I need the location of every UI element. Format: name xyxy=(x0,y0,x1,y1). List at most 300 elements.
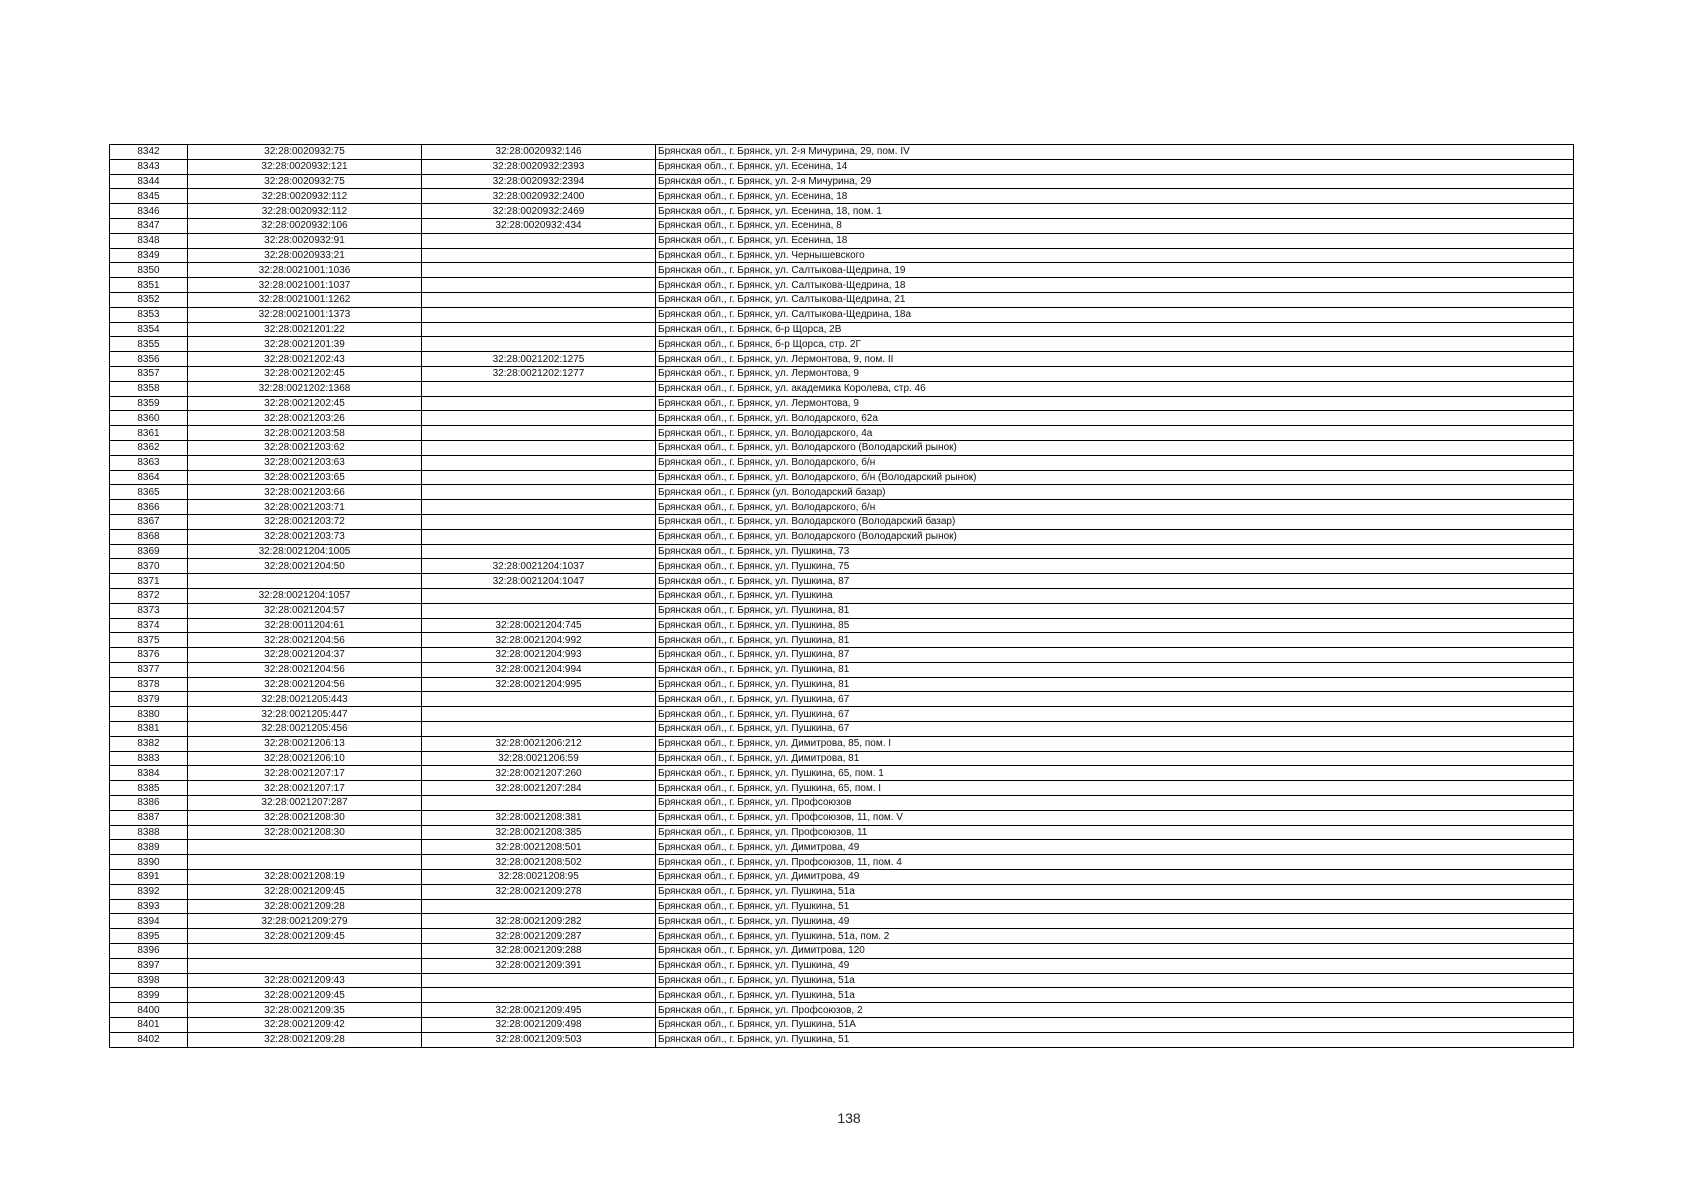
table-row xyxy=(110,559,1574,574)
row-index-cell: 8382 xyxy=(110,736,188,751)
table-row xyxy=(110,588,1574,603)
object-cadastral-number-cell: 32:28:0020932:2469 xyxy=(422,204,656,219)
row-index-cell: 8362 xyxy=(110,440,188,455)
object-cadastral-number-cell xyxy=(422,411,656,426)
table-row xyxy=(110,426,1574,441)
cadastral-number-cell: 32:28:0020933:21 xyxy=(188,248,422,263)
cadastral-number-cell: 32:28:0021001:1037 xyxy=(188,278,422,293)
object-cadastral-number-cell xyxy=(422,500,656,515)
cadastral-number-cell xyxy=(188,840,422,855)
table-row xyxy=(110,337,1574,352)
cadastral-number-cell: 32:28:0021204:1057 xyxy=(188,588,422,603)
table-row xyxy=(110,944,1574,959)
row-index-cell: 8351 xyxy=(110,278,188,293)
object-cadastral-number-cell: 32:28:0020932:434 xyxy=(422,218,656,233)
object-cadastral-number-cell xyxy=(422,544,656,559)
cadastral-number-cell: 32:28:0021207:287 xyxy=(188,796,422,811)
row-index-cell: 8359 xyxy=(110,396,188,411)
table-row xyxy=(110,307,1574,322)
address-cell: Брянская обл., г. Брянск, ул. Пушкина, 81 xyxy=(656,603,1574,618)
row-index-cell: 8364 xyxy=(110,470,188,485)
table-row xyxy=(110,248,1574,263)
address-cell: Брянская обл., г. Брянск, ул. Володарского (Володарский базар) xyxy=(656,514,1574,529)
address-cell: Брянская обл., г. Брянск, ул. Пушкина xyxy=(656,588,1574,603)
table-row xyxy=(110,278,1574,293)
object-cadastral-number-cell xyxy=(422,233,656,248)
address-cell: Брянская обл., г. Брянск, ул. Пушкина, 51а xyxy=(656,884,1574,899)
address-cell: Брянская обл., г. Брянск, ул. Профсоюзов, 2 xyxy=(656,1003,1574,1018)
row-index-cell: 8361 xyxy=(110,426,188,441)
cadastral-number-cell: 32:28:0021205:456 xyxy=(188,722,422,737)
cadastral-number-cell: 32:28:0020932:91 xyxy=(188,233,422,248)
table-row xyxy=(110,796,1574,811)
cadastral-number-cell: 32:28:0011204:61 xyxy=(188,618,422,633)
object-cadastral-number-cell: 32:28:0021204:994 xyxy=(422,662,656,677)
object-cadastral-number-cell: 32:28:0021206:59 xyxy=(422,751,656,766)
row-index-cell: 8390 xyxy=(110,855,188,870)
object-cadastral-number-cell: 32:28:0020932:2393 xyxy=(422,159,656,174)
row-index-cell: 8401 xyxy=(110,1018,188,1033)
row-index-cell: 8371 xyxy=(110,574,188,589)
address-cell: Брянская обл., г. Брянск, ул. Пушкина, 51 xyxy=(656,1032,1574,1047)
object-cadastral-number-cell xyxy=(422,899,656,914)
address-cell: Брянская обл., г. Брянск, ул. Димитрова, 120 xyxy=(656,944,1574,959)
cadastral-number-cell: 32:28:0021202:45 xyxy=(188,366,422,381)
cadastral-number-cell: 32:28:0021206:13 xyxy=(188,736,422,751)
row-index-cell: 8348 xyxy=(110,233,188,248)
address-cell: Брянская обл., г. Брянск, ул. Пушкина, 87 xyxy=(656,648,1574,663)
object-cadastral-number-cell: 32:28:0021209:287 xyxy=(422,929,656,944)
address-cell: Брянская обл., г. Брянск, ул. Пушкина, 51 xyxy=(656,899,1574,914)
table-row xyxy=(110,174,1574,189)
row-index-cell: 8352 xyxy=(110,292,188,307)
object-cadastral-number-cell xyxy=(422,440,656,455)
table-row xyxy=(110,751,1574,766)
row-index-cell: 8354 xyxy=(110,322,188,337)
address-cell: Брянская обл., г. Брянск, ул. Есенина, 8 xyxy=(656,218,1574,233)
address-cell: Брянская обл., г. Брянск, ул. Лермонтова, 9, пом. II xyxy=(656,352,1574,367)
object-cadastral-number-cell xyxy=(422,337,656,352)
row-index-cell: 8384 xyxy=(110,766,188,781)
address-cell: Брянская обл., г. Брянск, ул. Есенина, 18, пом. 1 xyxy=(656,204,1574,219)
table-row xyxy=(110,677,1574,692)
object-cadastral-number-cell: 32:28:0021209:495 xyxy=(422,1003,656,1018)
table-row xyxy=(110,707,1574,722)
table-row xyxy=(110,544,1574,559)
row-index-cell: 8397 xyxy=(110,958,188,973)
address-cell: Брянская обл., г. Брянск, ул. Пушкина, 67 xyxy=(656,692,1574,707)
table-row xyxy=(110,899,1574,914)
cadastral-number-cell: 32:28:0021204:56 xyxy=(188,677,422,692)
object-cadastral-number-cell xyxy=(422,426,656,441)
address-cell: Брянская обл., г. Брянск, ул. Володарского, б/н (Володарский рынок) xyxy=(656,470,1574,485)
object-cadastral-number-cell: 32:28:0021209:503 xyxy=(422,1032,656,1047)
address-cell: Брянская обл., г. Брянск, ул. Володарского (Володарский рынок) xyxy=(656,529,1574,544)
table-row xyxy=(110,396,1574,411)
cadastral-number-cell: 32:28:0021204:50 xyxy=(188,559,422,574)
address-cell: Брянская обл., г. Брянск, ул. Пушкина, 65, пом. 1 xyxy=(656,766,1574,781)
address-cell: Брянская обл., г. Брянск, ул. Пушкина, 81 xyxy=(656,677,1574,692)
table-row xyxy=(110,204,1574,219)
object-cadastral-number-cell: 32:28:0021204:745 xyxy=(422,618,656,633)
cadastral-number-cell: 32:28:0021001:1373 xyxy=(188,307,422,322)
cadastral-number-cell: 32:28:0021204:56 xyxy=(188,633,422,648)
table-row xyxy=(110,855,1574,870)
table-row xyxy=(110,973,1574,988)
object-cadastral-number-cell: 32:28:0021207:284 xyxy=(422,781,656,796)
table-row xyxy=(110,145,1574,160)
table-row xyxy=(110,1018,1574,1033)
cadastral-number-cell: 32:28:0021209:28 xyxy=(188,1032,422,1047)
row-index-cell: 8377 xyxy=(110,662,188,677)
cadastral-number-cell: 32:28:0021203:58 xyxy=(188,426,422,441)
cadastral-number-cell: 32:28:0021209:279 xyxy=(188,914,422,929)
cadastral-number-cell: 32:28:0021209:28 xyxy=(188,899,422,914)
cadastral-number-cell: 32:28:0021206:10 xyxy=(188,751,422,766)
object-cadastral-number-cell: 32:28:0020932:2394 xyxy=(422,174,656,189)
object-cadastral-number-cell xyxy=(422,722,656,737)
table-row xyxy=(110,500,1574,515)
row-index-cell: 8370 xyxy=(110,559,188,574)
address-cell: Брянская обл., г. Брянск (ул. Володарский базар) xyxy=(656,485,1574,500)
address-cell: Брянская обл., г. Брянск, ул. академика Королева, стр. 46 xyxy=(656,381,1574,396)
address-cell: Брянская обл., г. Брянск, ул. Димитрова, 85, пом. I xyxy=(656,736,1574,751)
table-row xyxy=(110,988,1574,1003)
row-index-cell: 8355 xyxy=(110,337,188,352)
object-cadastral-number-cell xyxy=(422,485,656,500)
object-cadastral-number-cell xyxy=(422,707,656,722)
table-row xyxy=(110,633,1574,648)
object-cadastral-number-cell xyxy=(422,381,656,396)
address-cell: Брянская обл., г. Брянск, ул. Есенина, 18 xyxy=(656,233,1574,248)
row-index-cell: 8396 xyxy=(110,944,188,959)
row-index-cell: 8374 xyxy=(110,618,188,633)
object-cadastral-number-cell xyxy=(422,588,656,603)
cadastral-number-cell: 32:28:0021209:45 xyxy=(188,929,422,944)
object-cadastral-number-cell: 32:28:0020932:146 xyxy=(422,145,656,160)
row-index-cell: 8367 xyxy=(110,514,188,529)
object-cadastral-number-cell: 32:28:0021208:502 xyxy=(422,855,656,870)
row-index-cell: 8375 xyxy=(110,633,188,648)
cadastral-number-cell: 32:28:0021202:43 xyxy=(188,352,422,367)
object-cadastral-number-cell: 32:28:0021208:95 xyxy=(422,870,656,885)
address-cell: Брянская обл., г. Брянск, ул. Салтыкова-Щедрина, 21 xyxy=(656,292,1574,307)
object-cadastral-number-cell xyxy=(422,292,656,307)
table-row xyxy=(110,529,1574,544)
object-cadastral-number-cell xyxy=(422,396,656,411)
row-index-cell: 8386 xyxy=(110,796,188,811)
address-cell: Брянская обл., г. Брянск, ул. Чернышевского xyxy=(656,248,1574,263)
address-cell: Брянская обл., г. Брянск, ул. Володарского, б/н xyxy=(656,455,1574,470)
object-cadastral-number-cell: 32:28:0021208:501 xyxy=(422,840,656,855)
address-cell: Брянская обл., г. Брянск, ул. Есенина, 18 xyxy=(656,189,1574,204)
object-cadastral-number-cell: 32:28:0021209:288 xyxy=(422,944,656,959)
address-cell: Брянская обл., г. Брянск, ул. Есенина, 14 xyxy=(656,159,1574,174)
address-cell: Брянская обл., г. Брянск, ул. Пушкина, 51а xyxy=(656,988,1574,1003)
cadastral-number-cell: 32:28:0020932:106 xyxy=(188,218,422,233)
table-row xyxy=(110,470,1574,485)
row-index-cell: 8369 xyxy=(110,544,188,559)
data-table xyxy=(109,144,1574,1048)
address-cell: Брянская обл., г. Брянск, ул. Димитрова, 49 xyxy=(656,870,1574,885)
object-cadastral-number-cell: 32:28:0021209:278 xyxy=(422,884,656,899)
address-cell: Брянская обл., г. Брянск, ул. Лермонтова, 9 xyxy=(656,396,1574,411)
address-cell: Брянская обл., г. Брянск, ул. Володарского, 62а xyxy=(656,411,1574,426)
address-cell: Брянская обл., г. Брянск, ул. Володарского, 4а xyxy=(656,426,1574,441)
row-index-cell: 8343 xyxy=(110,159,188,174)
address-cell: Брянская обл., г. Брянск, ул. Пушкина, 81 xyxy=(656,633,1574,648)
table-row xyxy=(110,440,1574,455)
address-cell: Брянская обл., г. Брянск, ул. 2-я Мичурина, 29, пом. IV xyxy=(656,145,1574,160)
address-cell: Брянская обл., г. Брянск, ул. Пушкина, 67 xyxy=(656,722,1574,737)
row-index-cell: 8356 xyxy=(110,352,188,367)
table-row xyxy=(110,662,1574,677)
cadastral-number-cell: 32:28:0021203:65 xyxy=(188,470,422,485)
table-row xyxy=(110,218,1574,233)
cadastral-number-cell xyxy=(188,944,422,959)
table-row xyxy=(110,485,1574,500)
object-cadastral-number-cell xyxy=(422,263,656,278)
address-cell: Брянская обл., г. Брянск, б-р Щорса, 2В xyxy=(656,322,1574,337)
table-row xyxy=(110,159,1574,174)
table-row xyxy=(110,781,1574,796)
address-cell: Брянская обл., г. Брянск, ул. Профсоюзов, 11, пом. 4 xyxy=(656,855,1574,870)
cadastral-number-cell: 32:28:0021201:22 xyxy=(188,322,422,337)
cadastral-number-cell: 32:28:0021201:39 xyxy=(188,337,422,352)
row-index-cell: 8346 xyxy=(110,204,188,219)
table-row xyxy=(110,411,1574,426)
object-cadastral-number-cell: 32:28:0021202:1277 xyxy=(422,366,656,381)
object-cadastral-number-cell: 32:28:0021209:282 xyxy=(422,914,656,929)
row-index-cell: 8342 xyxy=(110,145,188,160)
row-index-cell: 8394 xyxy=(110,914,188,929)
table-row xyxy=(110,1003,1574,1018)
cadastral-number-cell: 32:28:0021209:35 xyxy=(188,1003,422,1018)
cadastral-number-cell: 32:28:0021207:17 xyxy=(188,781,422,796)
table-row xyxy=(110,618,1574,633)
row-index-cell: 8388 xyxy=(110,825,188,840)
row-index-cell: 8393 xyxy=(110,899,188,914)
object-cadastral-number-cell xyxy=(422,692,656,707)
row-index-cell: 8345 xyxy=(110,189,188,204)
table-row xyxy=(110,366,1574,381)
cadastral-number-cell: 32:28:0021209:42 xyxy=(188,1018,422,1033)
table-row xyxy=(110,189,1574,204)
address-cell: Брянская обл., г. Брянск, ул. Пушкина, 65, пом. I xyxy=(656,781,1574,796)
cadastral-number-cell: 32:28:0021203:73 xyxy=(188,529,422,544)
object-cadastral-number-cell xyxy=(422,248,656,263)
row-index-cell: 8368 xyxy=(110,529,188,544)
row-index-cell: 8387 xyxy=(110,810,188,825)
object-cadastral-number-cell xyxy=(422,973,656,988)
row-index-cell: 8379 xyxy=(110,692,188,707)
object-cadastral-number-cell: 32:28:0021209:498 xyxy=(422,1018,656,1033)
cadastral-number-cell xyxy=(188,855,422,870)
cadastral-number-cell: 32:28:0021203:66 xyxy=(188,485,422,500)
address-cell: Брянская обл., г. Брянск, ул. Салтыкова-Щедрина, 19 xyxy=(656,263,1574,278)
object-cadastral-number-cell: 32:28:0021202:1275 xyxy=(422,352,656,367)
object-cadastral-number-cell xyxy=(422,278,656,293)
table-row xyxy=(110,692,1574,707)
table-row xyxy=(110,929,1574,944)
object-cadastral-number-cell xyxy=(422,603,656,618)
row-index-cell: 8357 xyxy=(110,366,188,381)
address-cell: Брянская обл., г. Брянск, ул. Пушкина, 87 xyxy=(656,574,1574,589)
cadastral-number-cell: 32:28:0021205:443 xyxy=(188,692,422,707)
row-index-cell: 8363 xyxy=(110,455,188,470)
address-cell: Брянская обл., г. Брянск, ул. 2-я Мичурина, 29 xyxy=(656,174,1574,189)
table-row xyxy=(110,455,1574,470)
cadastral-number-cell xyxy=(188,958,422,973)
cadastral-number-cell: 32:28:0020932:112 xyxy=(188,204,422,219)
row-index-cell: 8378 xyxy=(110,677,188,692)
cadastral-number-cell: 32:28:0021209:45 xyxy=(188,884,422,899)
address-cell: Брянская обл., г. Брянск, ул. Пушкина, 81 xyxy=(656,662,1574,677)
row-index-cell: 8391 xyxy=(110,870,188,885)
table-row xyxy=(110,840,1574,855)
cadastral-number-cell: 32:28:0021202:45 xyxy=(188,396,422,411)
address-cell: Брянская обл., г. Брянск, ул. Пушкина, 85 xyxy=(656,618,1574,633)
object-cadastral-number-cell xyxy=(422,470,656,485)
row-index-cell: 8347 xyxy=(110,218,188,233)
table-row xyxy=(110,352,1574,367)
table-row xyxy=(110,736,1574,751)
page-number: 138 xyxy=(837,1110,861,1126)
object-cadastral-number-cell xyxy=(422,455,656,470)
object-cadastral-number-cell xyxy=(422,322,656,337)
cadastral-number-cell: 32:28:0021203:72 xyxy=(188,514,422,529)
row-index-cell: 8380 xyxy=(110,707,188,722)
row-index-cell: 8385 xyxy=(110,781,188,796)
row-index-cell: 8398 xyxy=(110,973,188,988)
row-index-cell: 8373 xyxy=(110,603,188,618)
table-row xyxy=(110,870,1574,885)
row-index-cell: 8381 xyxy=(110,722,188,737)
row-index-cell: 8392 xyxy=(110,884,188,899)
cadastral-number-cell: 32:28:0021202:1368 xyxy=(188,381,422,396)
row-index-cell: 8402 xyxy=(110,1032,188,1047)
address-cell: Брянская обл., г. Брянск, ул. Володарского (Володарский рынок) xyxy=(656,440,1574,455)
table-row xyxy=(110,292,1574,307)
cadastral-number-cell: 32:28:0021204:37 xyxy=(188,648,422,663)
object-cadastral-number-cell xyxy=(422,796,656,811)
table-row xyxy=(110,603,1574,618)
object-cadastral-number-cell: 32:28:0020932:2400 xyxy=(422,189,656,204)
table-row xyxy=(110,381,1574,396)
address-cell: Брянская обл., г. Брянск, ул. Димитрова, 49 xyxy=(656,840,1574,855)
table-row xyxy=(110,514,1574,529)
row-index-cell: 8350 xyxy=(110,263,188,278)
object-cadastral-number-cell: 32:28:0021204:995 xyxy=(422,677,656,692)
cadastral-number-cell: 32:28:0021001:1262 xyxy=(188,292,422,307)
table-row xyxy=(110,914,1574,929)
address-cell: Брянская обл., г. Брянск, ул. Пушкина, 67 xyxy=(656,707,1574,722)
address-cell: Брянская обл., г. Брянск, ул. Пушкина, 49 xyxy=(656,914,1574,929)
object-cadastral-number-cell: 32:28:0021208:385 xyxy=(422,825,656,840)
cadastral-number-cell: 32:28:0021204:1005 xyxy=(188,544,422,559)
table-row xyxy=(110,958,1574,973)
cadastral-number-cell: 32:28:0020932:75 xyxy=(188,145,422,160)
cadastral-number-cell: 32:28:0021203:71 xyxy=(188,500,422,515)
row-index-cell: 8389 xyxy=(110,840,188,855)
row-index-cell: 8376 xyxy=(110,648,188,663)
table-row xyxy=(110,810,1574,825)
address-cell: Брянская обл., г. Брянск, ул. Лермонтова, 9 xyxy=(656,366,1574,381)
table-row xyxy=(110,648,1574,663)
row-index-cell: 8358 xyxy=(110,381,188,396)
row-index-cell: 8400 xyxy=(110,1003,188,1018)
cadastral-number-cell: 32:28:0020932:121 xyxy=(188,159,422,174)
cadastral-number-cell: 32:28:0021203:63 xyxy=(188,455,422,470)
address-cell: Брянская обл., г. Брянск, ул. Профсоюзов, 11, пом. V xyxy=(656,810,1574,825)
table-row xyxy=(110,574,1574,589)
object-cadastral-number-cell: 32:28:0021207:260 xyxy=(422,766,656,781)
address-cell: Брянская обл., г. Брянск, ул. Димитрова, 81 xyxy=(656,751,1574,766)
object-cadastral-number-cell: 32:28:0021206:212 xyxy=(422,736,656,751)
table-row xyxy=(110,766,1574,781)
row-index-cell: 8366 xyxy=(110,500,188,515)
table-row xyxy=(110,722,1574,737)
address-cell: Брянская обл., г. Брянск, ул. Салтыкова-Щедрина, 18а xyxy=(656,307,1574,322)
cadastral-number-cell: 32:28:0021209:43 xyxy=(188,973,422,988)
table-row xyxy=(110,263,1574,278)
address-cell: Брянская обл., г. Брянск, ул. Пушкина, 51а xyxy=(656,973,1574,988)
table-row xyxy=(110,884,1574,899)
address-cell: Брянская обл., г. Брянск, ул. Салтыкова-Щедрина, 18 xyxy=(656,278,1574,293)
cadastral-number-cell: 32:28:0021209:45 xyxy=(188,988,422,1003)
object-cadastral-number-cell: 32:28:0021204:1037 xyxy=(422,559,656,574)
cadastral-number-cell: 32:28:0021208:30 xyxy=(188,810,422,825)
address-cell: Брянская обл., г. Брянск, ул. Пушкина, 49 xyxy=(656,958,1574,973)
cadastral-number-cell: 32:28:0021208:30 xyxy=(188,825,422,840)
address-cell: Брянская обл., г. Брянск, ул. Профсоюзов xyxy=(656,796,1574,811)
object-cadastral-number-cell xyxy=(422,988,656,1003)
cadastral-number-cell: 32:28:0020932:75 xyxy=(188,174,422,189)
object-cadastral-number-cell: 32:28:0021204:993 xyxy=(422,648,656,663)
address-cell: Брянская обл., г. Брянск, ул. Володарского, б/н xyxy=(656,500,1574,515)
address-cell: Брянская обл., г. Брянск, ул. Профсоюзов, 11 xyxy=(656,825,1574,840)
row-index-cell: 8372 xyxy=(110,588,188,603)
object-cadastral-number-cell: 32:28:0021208:381 xyxy=(422,810,656,825)
cadastral-number-cell: 32:28:0021203:62 xyxy=(188,440,422,455)
row-index-cell: 8353 xyxy=(110,307,188,322)
row-index-cell: 8344 xyxy=(110,174,188,189)
address-cell: Брянская обл., г. Брянск, б-р Щорса, стр. 2Г xyxy=(656,337,1574,352)
cadastral-number-cell: 32:28:0021204:57 xyxy=(188,603,422,618)
address-cell: Брянская обл., г. Брянск, ул. Пушкина, 51а, пом. 2 xyxy=(656,929,1574,944)
cadastral-number-cell: 32:28:0021205:447 xyxy=(188,707,422,722)
table-row xyxy=(110,322,1574,337)
object-cadastral-number-cell xyxy=(422,307,656,322)
cadastral-number-cell xyxy=(188,574,422,589)
cadastral-number-cell: 32:28:0021207:17 xyxy=(188,766,422,781)
row-index-cell: 8383 xyxy=(110,751,188,766)
row-index-cell: 8360 xyxy=(110,411,188,426)
object-cadastral-number-cell: 32:28:0021209:391 xyxy=(422,958,656,973)
table-row xyxy=(110,233,1574,248)
object-cadastral-number-cell xyxy=(422,529,656,544)
address-cell: Брянская обл., г. Брянск, ул. Пушкина, 51А xyxy=(656,1018,1574,1033)
row-index-cell: 8349 xyxy=(110,248,188,263)
address-cell: Брянская обл., г. Брянск, ул. Пушкина, 75 xyxy=(656,559,1574,574)
object-cadastral-number-cell: 32:28:0021204:992 xyxy=(422,633,656,648)
table-body xyxy=(110,145,1574,1048)
object-cadastral-number-cell: 32:28:0021204:1047 xyxy=(422,574,656,589)
table-row xyxy=(110,825,1574,840)
cadastral-number-cell: 32:28:0021203:26 xyxy=(188,411,422,426)
object-cadastral-number-cell xyxy=(422,514,656,529)
table-row xyxy=(110,1032,1574,1047)
